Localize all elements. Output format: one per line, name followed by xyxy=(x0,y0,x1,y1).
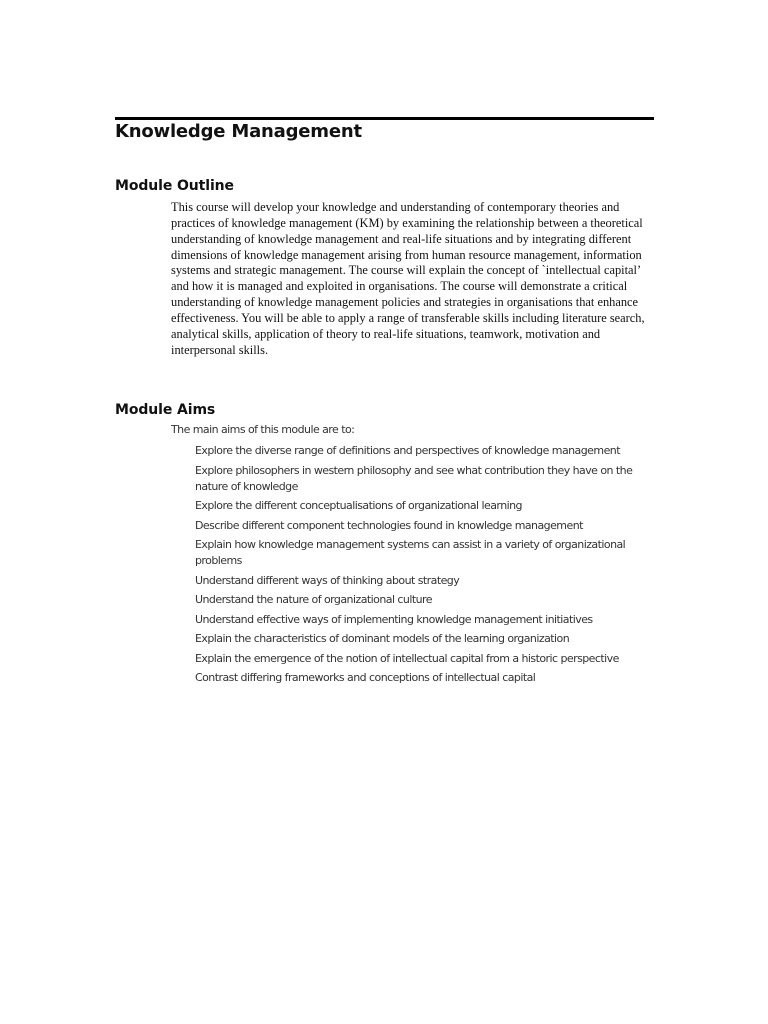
module-aims-intro: The main aims of this module are to: xyxy=(171,423,355,436)
list-item: Explore the diverse range of definitions and perspectives of knowledge management xyxy=(195,444,620,457)
document-title: Knowledge Management xyxy=(115,121,362,142)
document-page xyxy=(115,117,654,684)
module-outline-body: This course will develop your knowledge and understanding of contemporary theories and practices of knowledge management (KM) by examining the relationship between a theoretical understanding of knowledge management and real-life situations and by integrating different dimensions of knowledge management arising from human resource management, information systems and strategic management. The course will explain the concept of `intellectual capital’ and how it is managed and exploited in organisations. The course will demonstrate a critical understanding of knowledge management policies and strategies in organisations that enhance effectiveness. You will be able to apply a range of transferable skills including literature search, analytical skills, application of theory to real-life situations, teamwork, motivation and interpersonal skills. xyxy=(171,200,645,357)
module-aims-list xyxy=(195,443,655,690)
list-item: Explain how knowledge management systems can assist in a variety of organizational problems xyxy=(195,538,626,567)
list-item: Explain the characteristics of dominant models of the learning organization xyxy=(195,632,570,645)
list-item: Understand effective ways of implementing knowledge management initiatives xyxy=(195,612,593,626)
list-item: Describe different component technologies found in knowledge management xyxy=(195,518,583,532)
list-item: Explore philosophers in western philosophy and see what contribution they have on the nature of knowledge xyxy=(195,463,633,493)
list-item: Contrast differing frameworks and conceptions of intellectual capital xyxy=(195,671,536,684)
title-rule xyxy=(115,117,654,120)
list-item: Understand different ways of thinking about strategy xyxy=(195,573,460,587)
list-item: Explain the emergence of the notion of intellectual capital from a historic perspective xyxy=(195,651,619,665)
module-aims-heading: Module Aims xyxy=(115,402,216,418)
list-item: Understand the nature of organizational culture xyxy=(195,593,432,606)
list-item: Explore the different conceptualisations of organizational learning xyxy=(195,499,522,512)
module-outline-heading: Module Outline xyxy=(115,178,234,194)
